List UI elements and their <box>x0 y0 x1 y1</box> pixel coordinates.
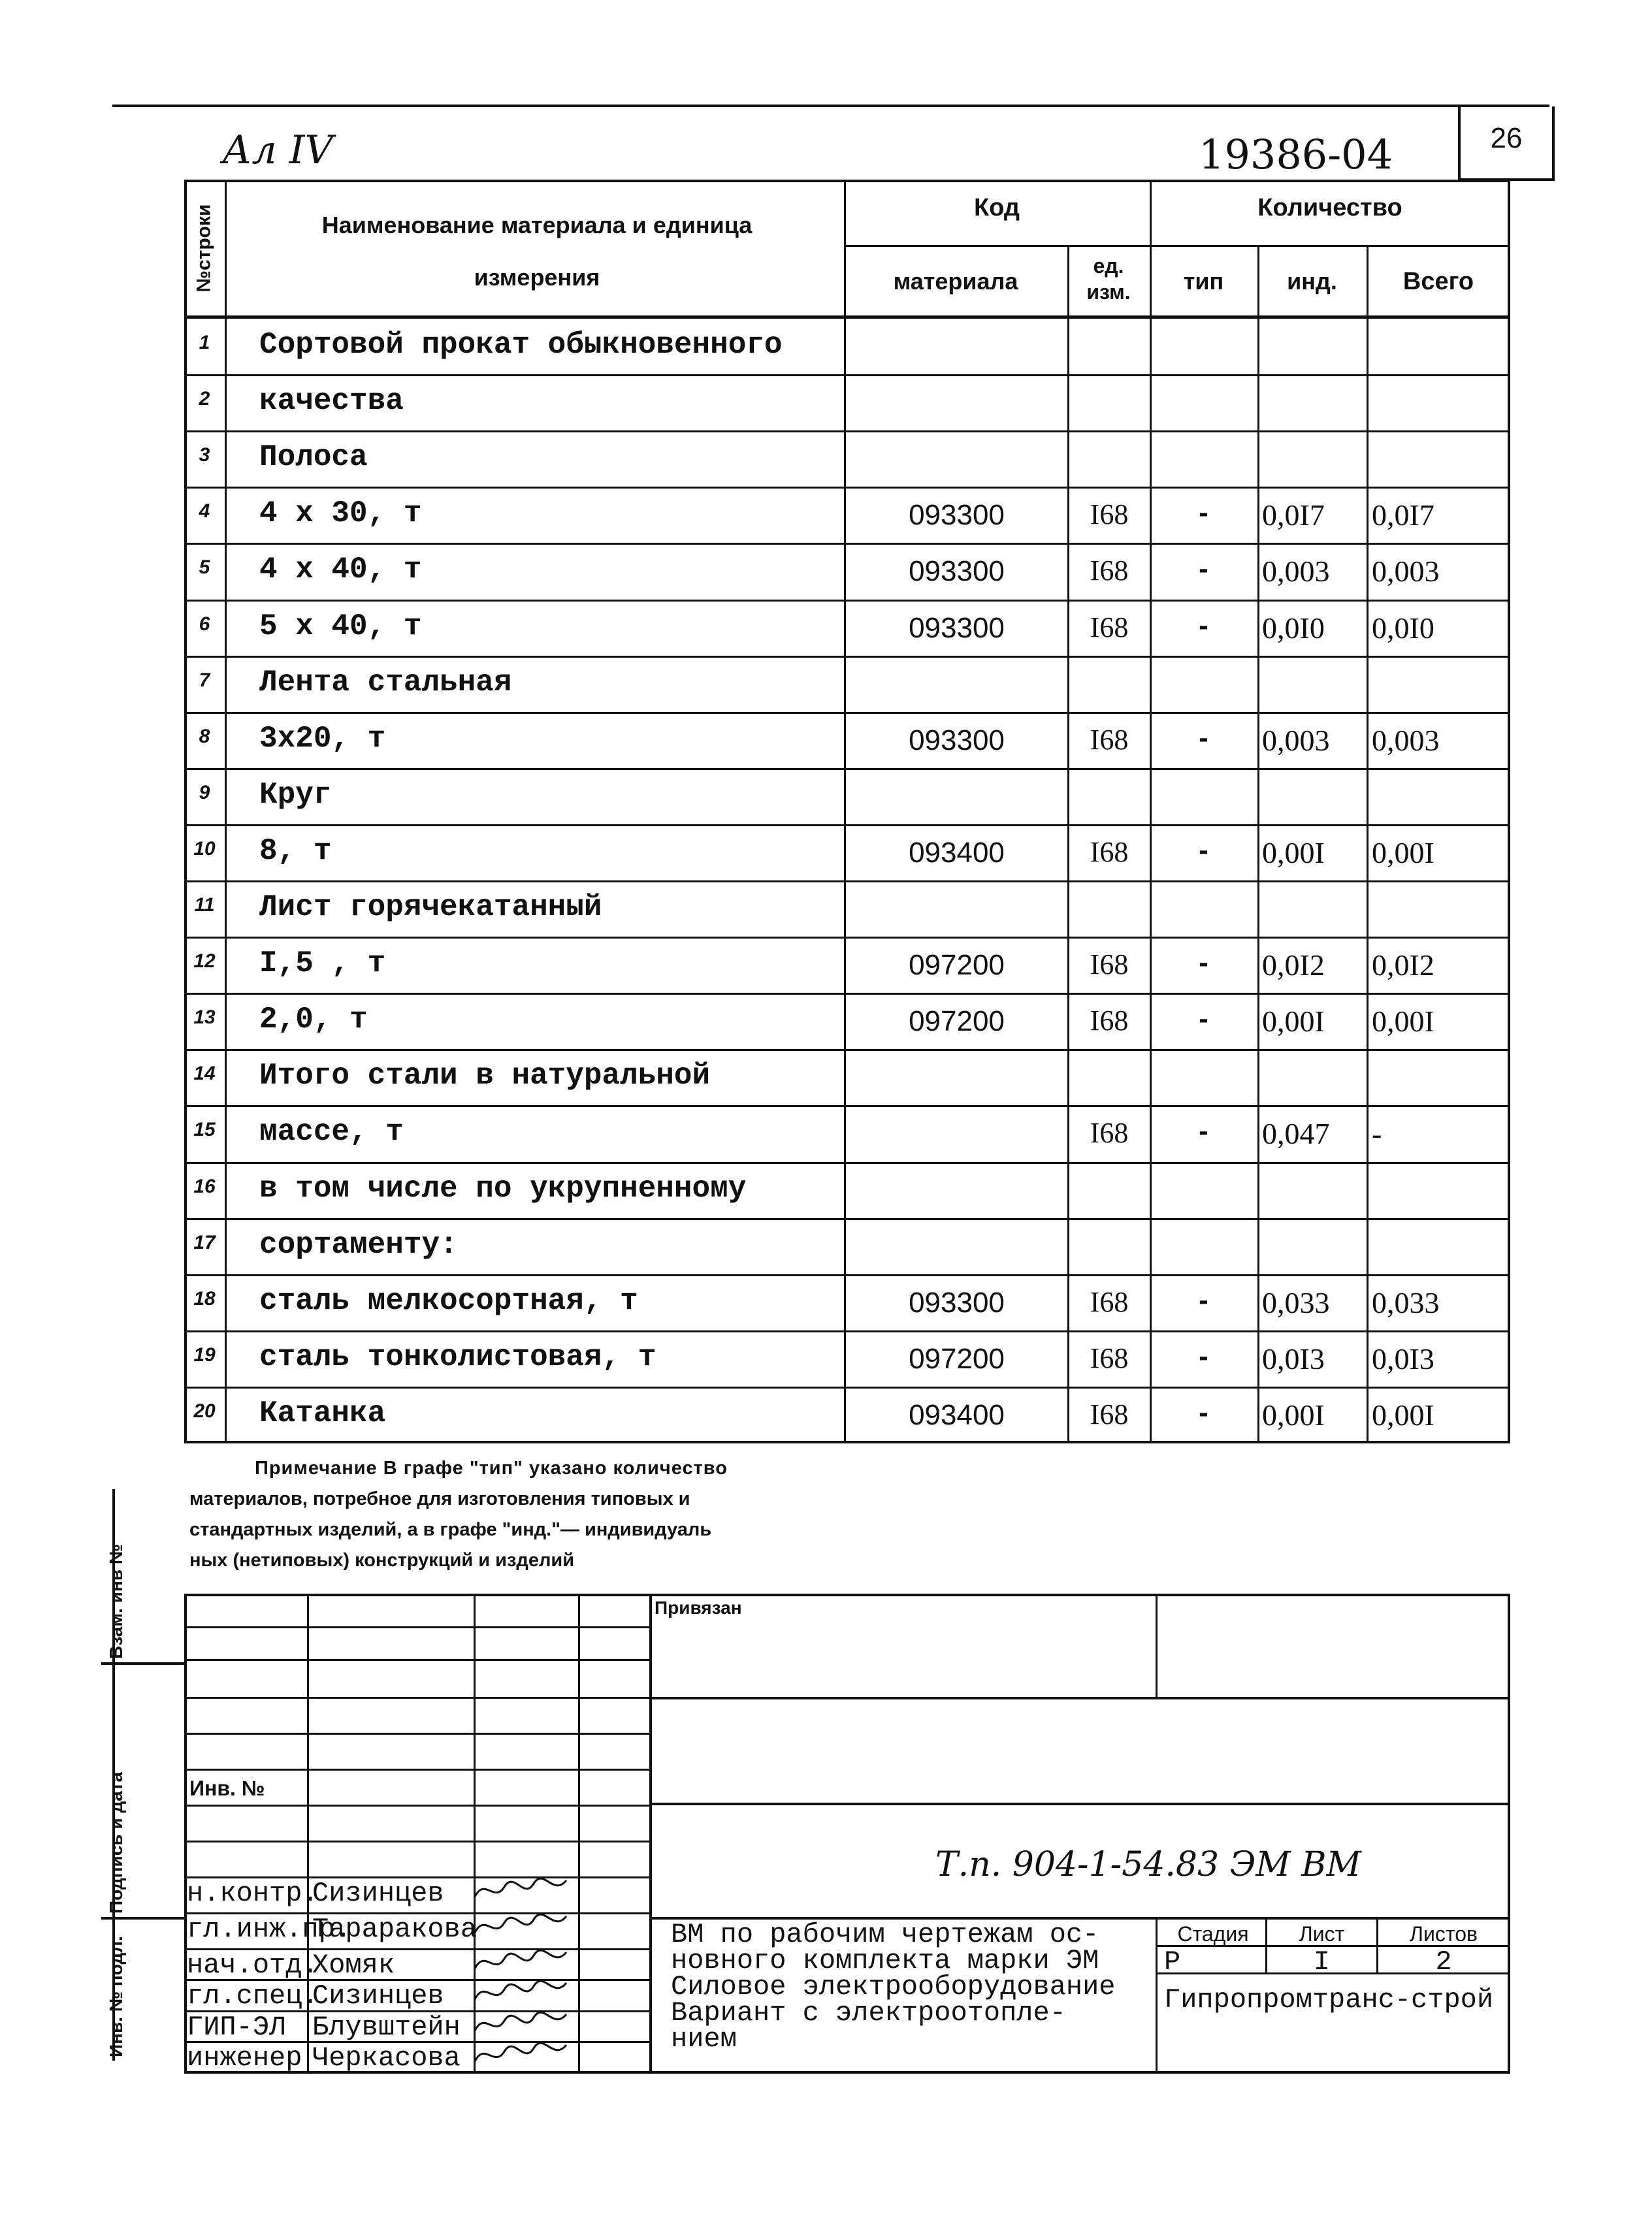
material-name: Сортовой прокат обыкновенного <box>259 328 783 362</box>
row-number: 20 <box>193 1400 216 1422</box>
material-code: 097200 <box>909 1005 1005 1038</box>
material-name: сталь мелкосортная, т <box>259 1283 638 1318</box>
signature-scribble <box>472 2008 570 2040</box>
signatory-role: нач.отд. <box>187 1950 319 1981</box>
qty-ind: 0,0I0 <box>1262 611 1325 645</box>
unit-code: I68 <box>1090 723 1129 756</box>
signatory-role: инженер <box>187 2042 302 2074</box>
row-number: 16 <box>193 1175 216 1197</box>
doc-title-line: нием <box>671 2023 737 2055</box>
material-name: 4 х 30, т <box>259 496 422 531</box>
qty-ind: 0,00I <box>1262 1005 1325 1038</box>
row-divider <box>184 1162 1510 1164</box>
sheets-label: Листов <box>1410 1922 1478 1946</box>
row-divider <box>184 656 1510 658</box>
qty-total: 0,003 <box>1372 555 1440 588</box>
left-frame-divider <box>101 1662 186 1665</box>
qty-type: - <box>1199 496 1208 529</box>
material-code: 093300 <box>909 499 1005 532</box>
note-line: стандартных изделий, а в графе "инд."— индивидуаль <box>189 1519 712 1540</box>
material-name: Катанка <box>259 1396 386 1430</box>
qty-type: - <box>1199 1115 1208 1148</box>
row-number: 9 <box>199 781 210 803</box>
doc-title-line: ВМ по рабочим чертежам ос- <box>671 1919 1099 1950</box>
signatory-name: Хомяк <box>312 1950 395 1981</box>
row-divider <box>184 993 1510 995</box>
material-name: 2,0, т <box>259 1003 368 1037</box>
header-row-no: №строки <box>193 204 215 293</box>
unit-code: I68 <box>1090 1342 1129 1374</box>
row-divider <box>184 824 1510 826</box>
row-number: 15 <box>193 1119 216 1141</box>
qty-total: 0,00I <box>1372 835 1434 869</box>
note-line: материалов, потребное для изготовления типовых и <box>189 1488 690 1509</box>
row-number: 1 <box>199 332 210 353</box>
row-divider <box>184 1105 1510 1107</box>
row-divider <box>184 1330 1510 1332</box>
qty-total: 0,00I <box>1372 1398 1434 1432</box>
material-name: сортаменту: <box>259 1227 458 1262</box>
qty-total: - <box>1372 1117 1382 1151</box>
inv-no-label: Инв. № <box>189 1777 265 1800</box>
table-note <box>189 1453 1431 1576</box>
page-number: 26 <box>1490 122 1523 154</box>
header-quantity: Количество <box>1257 194 1402 221</box>
signatory-name: Тараракова <box>312 1914 478 1945</box>
row-number: 2 <box>199 388 210 410</box>
stage-label: Стадия <box>1177 1922 1249 1946</box>
row-divider <box>184 1387 1510 1389</box>
unit-code: I68 <box>1090 1117 1129 1150</box>
qty-ind: 0,0I2 <box>1262 948 1325 982</box>
unit-code: I68 <box>1090 555 1129 587</box>
row-divider <box>184 1218 1510 1220</box>
col-divider <box>1257 245 1259 1443</box>
materials-table <box>184 180 1510 1443</box>
sheets-value: 2 <box>1435 1946 1452 1978</box>
qty-total: 0,00I <box>1372 1005 1434 1038</box>
col-divider <box>1067 245 1069 1443</box>
row-divider <box>184 1049 1510 1051</box>
qty-ind: 0,003 <box>1262 555 1330 588</box>
signatory-name: Черкасова <box>312 2042 461 2074</box>
row-number: 13 <box>193 1006 216 1029</box>
header-qty-total: Всего <box>1402 268 1474 295</box>
row-number: 5 <box>199 556 210 579</box>
unit-code: I68 <box>1090 1005 1129 1037</box>
row-number: 17 <box>193 1231 216 1253</box>
header-qty-type: тип <box>1183 268 1224 295</box>
doc-title-line: Вариант с электроотопле- <box>671 1997 1066 2029</box>
document-code: 19386-04 <box>1199 131 1393 178</box>
title-block <box>184 1594 1510 2074</box>
row-number: 7 <box>199 669 210 691</box>
qty-type: - <box>1199 946 1208 979</box>
signature-scribble <box>472 1946 570 1978</box>
signature-scribble <box>472 1976 570 2009</box>
material-name: I,5 , т <box>259 946 386 981</box>
privyazan-label: Привязан <box>655 1598 742 1618</box>
row-number: 6 <box>199 613 210 635</box>
row-divider <box>184 1274 1510 1276</box>
material-name: 5 х 40, т <box>259 609 422 643</box>
header-code-unit: ед. изм. <box>1086 254 1131 304</box>
signatory-name: Блувштейн <box>312 2012 461 2043</box>
material-name: Итого стали в натуральной <box>259 1059 711 1093</box>
col-divider <box>225 180 227 1443</box>
signatory-role: гл.спец. <box>187 1980 319 2012</box>
material-name: 4 х 40, т <box>259 553 422 587</box>
unit-code: I68 <box>1090 835 1129 868</box>
material-code: 093300 <box>909 724 1005 756</box>
header-name: Наименование материала и единица измерения <box>321 212 753 291</box>
row-number: 3 <box>199 444 210 466</box>
row-number: 11 <box>194 894 215 916</box>
signatory-role: гл.инж.пр. <box>187 1914 352 1945</box>
unit-code: I68 <box>1090 1285 1129 1318</box>
side-label-vzam-inv: Взам. инв № <box>106 1544 126 1659</box>
note-line: ных (нетиповых) конструкций и изделий <box>189 1550 575 1571</box>
row-divider <box>184 768 1510 770</box>
qty-total: 0,0I2 <box>1372 948 1434 982</box>
document-designation: Т.п. 904-1-54.83 ЭМ ВМ <box>935 1845 1361 1884</box>
row-divider <box>184 487 1510 489</box>
qty-type: - <box>1199 833 1208 866</box>
qty-type: - <box>1199 553 1208 585</box>
qty-ind: 0,033 <box>1262 1285 1330 1319</box>
page-number-box <box>1458 106 1555 181</box>
side-label-inv-podl: Инв. № подл. <box>106 1936 126 2057</box>
organization-name: Гипропромтранс-строй <box>1164 1984 1494 2016</box>
material-name: Лента стальная <box>259 665 512 700</box>
header-code-material: материала <box>893 268 1018 295</box>
material-code: 093300 <box>909 611 1005 644</box>
sheet-label: Лист <box>1299 1922 1345 1946</box>
row-divider <box>184 712 1510 714</box>
material-name: Круг <box>259 777 332 812</box>
signature-scribble <box>472 1874 570 1906</box>
unit-code: I68 <box>1090 1398 1129 1430</box>
unit-code: I68 <box>1090 498 1129 531</box>
qty-type: - <box>1199 1340 1208 1372</box>
qty-total: 0,0I3 <box>1372 1342 1434 1375</box>
material-name: качества <box>259 384 404 419</box>
material-name: сталь тонколистовая, т <box>259 1340 656 1374</box>
qty-ind: 0,0I7 <box>1262 498 1325 532</box>
qty-total: 0,0I7 <box>1372 498 1434 532</box>
material-name: 3х20, т <box>259 721 386 756</box>
header-divider <box>844 245 1510 247</box>
handwritten-note-left: Ал IV <box>222 127 333 173</box>
qty-ind: 0,00I <box>1262 835 1325 869</box>
row-number: 10 <box>193 837 216 860</box>
material-code: 097200 <box>909 1342 1005 1375</box>
material-code: 093400 <box>909 1398 1005 1431</box>
row-number: 19 <box>193 1343 216 1366</box>
qty-ind: 0,047 <box>1262 1117 1330 1151</box>
col-divider <box>1150 180 1152 1443</box>
row-divider <box>184 600 1510 602</box>
material-name: 8, т <box>259 833 332 868</box>
header-bottom <box>184 315 1510 319</box>
material-code: 093400 <box>909 836 1005 869</box>
col-divider <box>844 180 846 1443</box>
row-number: 4 <box>199 500 210 523</box>
unit-code: I68 <box>1090 948 1129 981</box>
side-label-podpis-data: Подпись и дата <box>106 1772 126 1914</box>
qty-total: 0,033 <box>1372 1285 1440 1319</box>
qty-type: - <box>1199 721 1208 754</box>
qty-ind: 0,003 <box>1262 723 1330 757</box>
qty-type: - <box>1199 1396 1208 1428</box>
header-qty-ind: инд. <box>1287 268 1337 295</box>
qty-total: 0,003 <box>1372 723 1440 757</box>
row-divider <box>184 937 1510 939</box>
row-number: 18 <box>193 1287 216 1310</box>
qty-ind: 0,0I3 <box>1262 1342 1325 1375</box>
signatory-name: Сизинцев <box>312 1980 444 2012</box>
unit-code: I68 <box>1090 611 1129 643</box>
header-code: Код <box>973 194 1020 221</box>
qty-type: - <box>1199 1003 1208 1035</box>
row-divider <box>184 880 1510 882</box>
signatory-role: н.контр. <box>187 1878 319 1909</box>
qty-type: - <box>1199 609 1208 641</box>
signatory-name: Сизинцев <box>312 1878 444 1909</box>
qty-total: 0,0I0 <box>1372 611 1434 645</box>
row-divider <box>184 543 1510 545</box>
left-frame-divider <box>101 1917 186 1920</box>
signature-scribble <box>472 1910 570 1942</box>
row-number: 8 <box>199 725 210 747</box>
row-divider <box>184 430 1510 432</box>
row-number: 14 <box>193 1063 216 1085</box>
signature-scribble <box>472 2038 570 2071</box>
material-name: в том числе по укрупненному <box>259 1171 747 1206</box>
qty-ind: 0,00I <box>1262 1398 1325 1432</box>
material-name: массе, т <box>259 1115 404 1150</box>
row-number: 12 <box>193 950 216 973</box>
material-code: 097200 <box>909 949 1005 982</box>
sheet-value: I <box>1313 1946 1331 1978</box>
material-code: 093300 <box>909 555 1005 588</box>
doc-title-line: Силовое электрооборудование <box>671 1971 1116 2003</box>
top-border-line <box>112 105 1549 107</box>
material-code: 093300 <box>909 1286 1005 1319</box>
row-divider <box>184 374 1510 376</box>
material-name: Полоса <box>259 440 368 475</box>
qty-type: - <box>1199 1283 1208 1316</box>
stage-value: Р <box>1164 1946 1181 1978</box>
note-line: Примечание В графе "тип" указано количество <box>255 1458 728 1479</box>
signatory-role: ГИП-ЭЛ <box>187 2012 286 2043</box>
doc-title-line: новного комплекта марки ЭМ <box>671 1945 1099 1976</box>
material-name: Лист горячекатанный <box>259 890 602 924</box>
